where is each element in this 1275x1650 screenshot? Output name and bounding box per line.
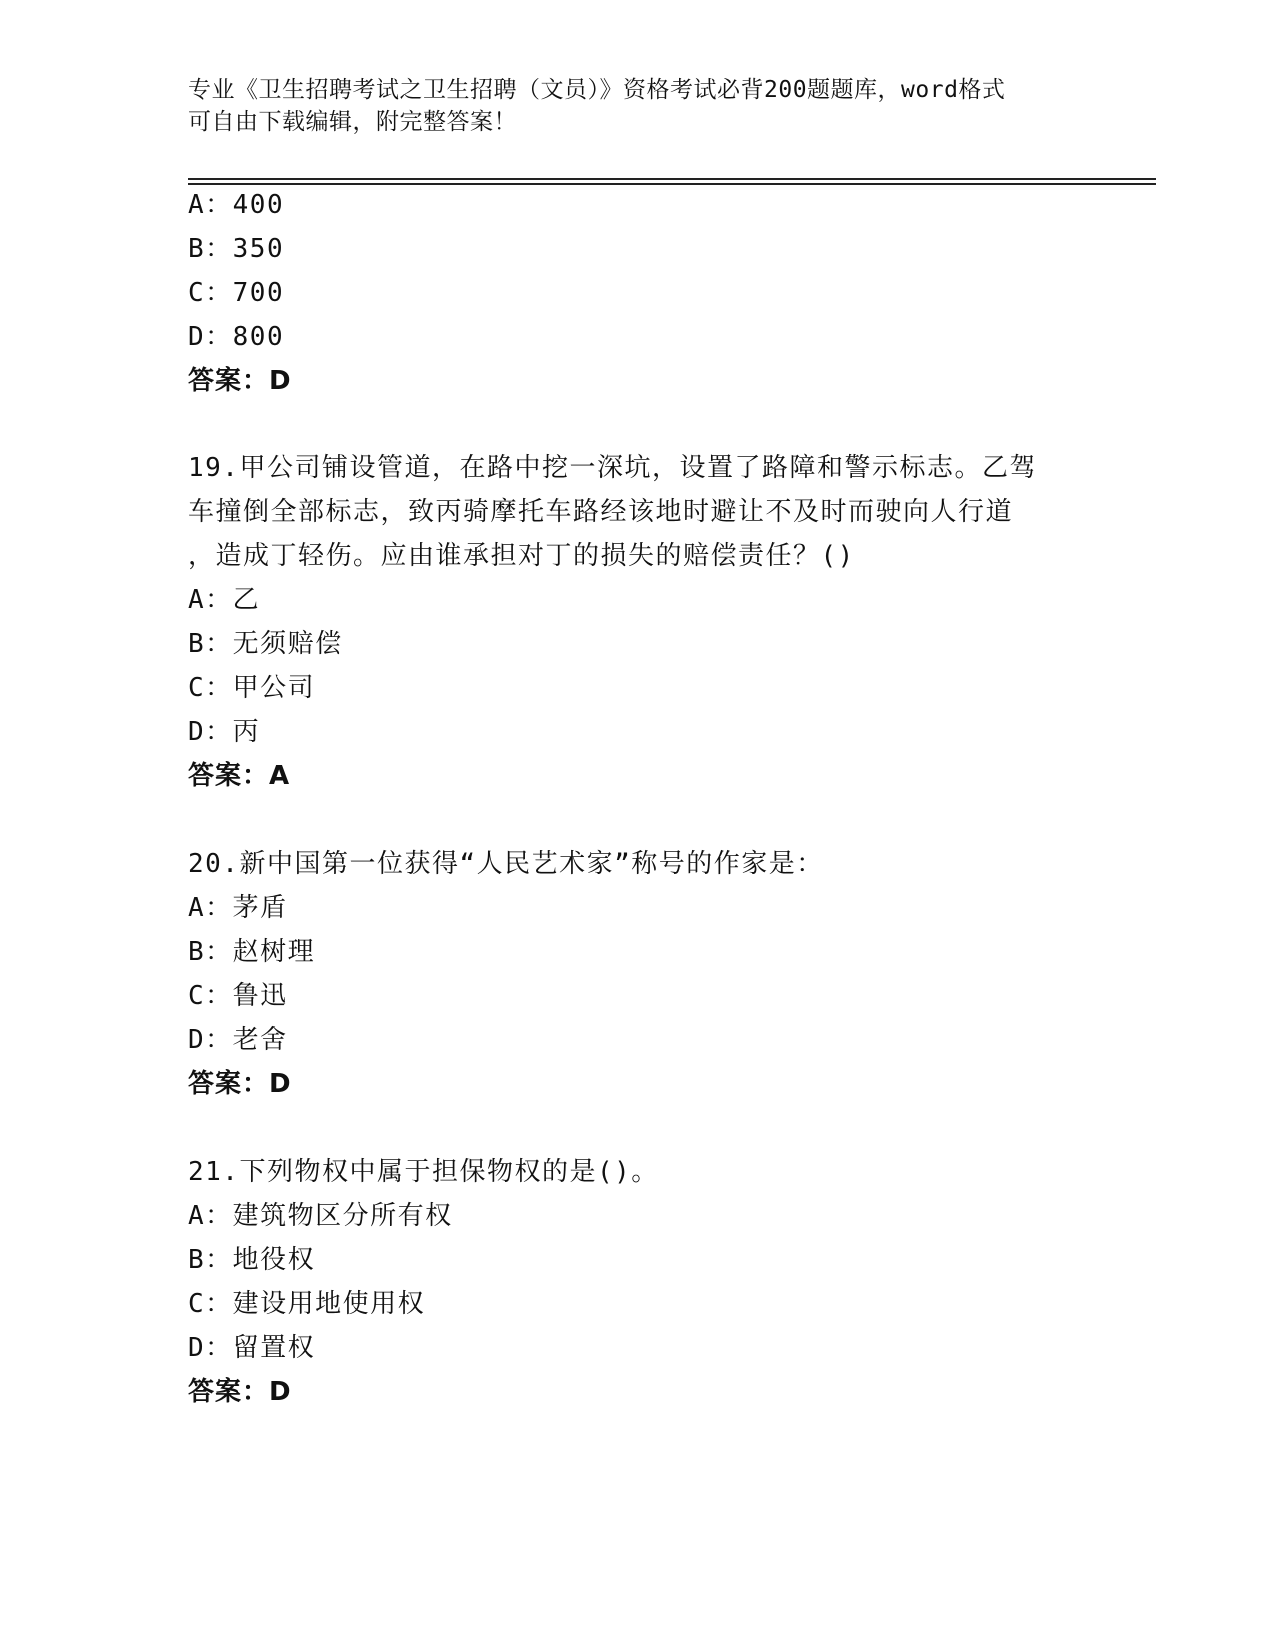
option-c: C：建设用地使用权	[188, 1289, 426, 1319]
option-c: C：700	[188, 278, 285, 308]
option-a: A：400	[188, 190, 285, 220]
option-a: A：乙	[188, 585, 261, 615]
answer: 答案：D	[188, 1377, 292, 1407]
option-d: D：老舍	[188, 1025, 288, 1055]
header-line-1: 专业《卫生招聘考试之卫生招聘（文员）》资格考试必背200题题库，word格式	[188, 77, 1006, 103]
option-b: B：地役权	[188, 1245, 316, 1275]
option-d: D：留置权	[188, 1333, 316, 1363]
header-line-2: 可自由下载编辑，附完整答案！	[188, 109, 517, 135]
document-header	[188, 74, 1068, 138]
question-stem-line: 21.下列物权中属于担保物权的是()。	[188, 1157, 659, 1187]
option-d: D：丙	[188, 717, 261, 747]
option-b: B：350	[188, 234, 285, 264]
option-d: D：800	[188, 322, 285, 352]
option-b: B：赵树理	[188, 937, 316, 967]
answer: 答案：D	[188, 366, 292, 396]
question-stem-line: 19.甲公司铺设管道，在路中挖一深坑，设置了路障和警示标志。乙驾	[188, 453, 1037, 483]
answer: 答案：A	[188, 761, 291, 791]
header-divider-bottom	[188, 183, 1156, 185]
option-b: B：无须赔偿	[188, 629, 343, 659]
answer: 答案：D	[188, 1069, 292, 1099]
question-stem-line: 20.新中国第一位获得“人民艺术家”称号的作家是：	[188, 849, 824, 879]
question-stem-line: ，造成丁轻伤。应由谁承担对丁的损失的赔偿责任？()	[188, 541, 855, 571]
question-stem-line: 车撞倒全部标志，致丙骑摩托车路经该地时避让不及时而驶向人行道	[188, 497, 1014, 527]
header-divider-top	[188, 178, 1156, 180]
option-a: A：茅盾	[188, 893, 288, 923]
option-c: C：甲公司	[188, 673, 316, 703]
option-c: C：鲁迅	[188, 981, 288, 1011]
option-a: A：建筑物区分所有权	[188, 1201, 453, 1231]
